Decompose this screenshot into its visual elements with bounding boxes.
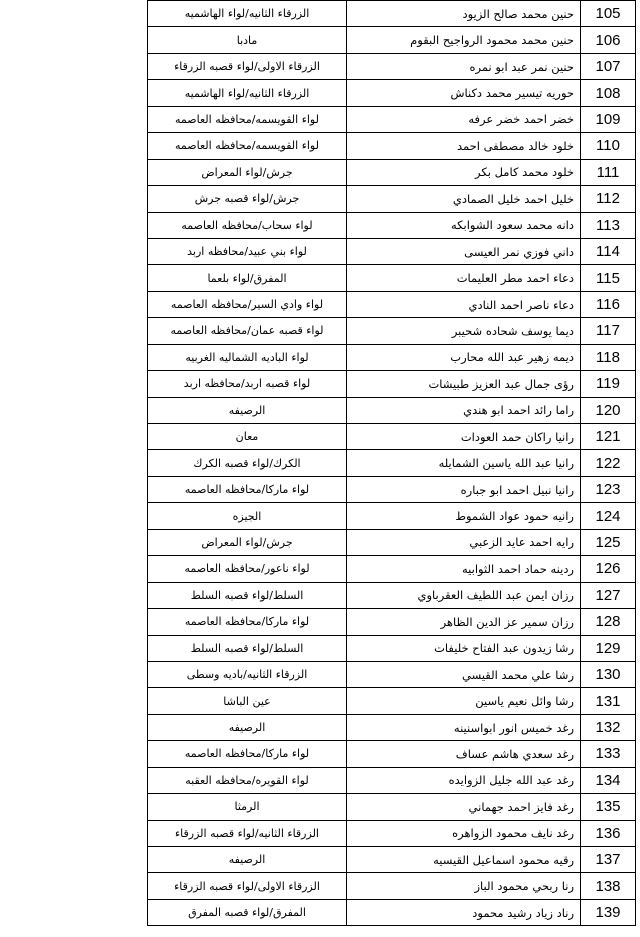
location-cell: الزرقاء الاولى/لواء قصبه الزرقاء: [148, 873, 347, 899]
row-number-cell: 124: [581, 503, 636, 529]
table-row: [148, 582, 636, 608]
row-number-cell: 136: [581, 820, 636, 846]
name-cell: راما رائد احمد ابو هندي: [347, 397, 581, 423]
row-number-cell: 127: [581, 582, 636, 608]
name-cell: رانيا نبيل احمد ابو جباره: [347, 476, 581, 502]
row-number-cell: 128: [581, 609, 636, 635]
location-cell: الرصيفه: [148, 847, 347, 873]
row-number-cell: 131: [581, 688, 636, 714]
location-cell: لواء ماركا/محافظه العاصمه: [148, 476, 347, 502]
row-number-cell: 117: [581, 318, 636, 344]
location-cell: المفرق/لواء بلعما: [148, 265, 347, 291]
location-cell: لواء وادي السير/محافظه العاصمه: [148, 291, 347, 317]
table-row: [148, 318, 636, 344]
name-cell: رانيا عبد الله ياسين الشمايله: [347, 450, 581, 476]
table-row: [148, 80, 636, 106]
row-number-cell: 121: [581, 424, 636, 450]
name-cell: رايه احمد عايد الزعبي: [347, 529, 581, 555]
location-cell: الرمثا: [148, 794, 347, 820]
roster-sheet: [147, 0, 636, 926]
name-cell: رؤى جمال عبد العزيز طبيشات: [347, 371, 581, 397]
location-cell: الزرقاء الثانيه/لواء الهاشميه: [148, 80, 347, 106]
name-cell: ديما يوسف شحاده شحيبر: [347, 318, 581, 344]
row-number-cell: 113: [581, 212, 636, 238]
row-number-cell: 125: [581, 529, 636, 555]
row-number-cell: 134: [581, 767, 636, 793]
name-cell: رقيه محمود اسماعيل القيسيه: [347, 847, 581, 873]
row-number-cell: 132: [581, 714, 636, 740]
name-cell: رغد سعدي هاشم عساف: [347, 741, 581, 767]
table-row: [148, 529, 636, 555]
table-row: [148, 397, 636, 423]
location-cell: جرش/لواء المعراض: [148, 159, 347, 185]
name-cell: حنين محمد صالح الزيود: [347, 1, 581, 27]
location-cell: السلط/لواء قصبه السلط: [148, 635, 347, 661]
name-cell: خليل احمد خليل الصمادي: [347, 186, 581, 212]
name-cell: رناد زياد رشيد محمود: [347, 899, 581, 925]
table-row: [148, 820, 636, 846]
table-row: [148, 767, 636, 793]
table-row: [148, 661, 636, 687]
location-cell: الرصيفه: [148, 397, 347, 423]
table-row: [148, 556, 636, 582]
name-cell: خضر احمد خضر عرفه: [347, 106, 581, 132]
row-number-cell: 139: [581, 899, 636, 925]
table-row: [148, 450, 636, 476]
row-number-cell: 123: [581, 476, 636, 502]
name-cell: دانه محمد سعود الشوابكه: [347, 212, 581, 238]
location-cell: لواء ناعور/محافظه العاصمه: [148, 556, 347, 582]
name-cell: رغد خميس انور ابواسنينه: [347, 714, 581, 740]
name-cell: دعاء ناصر احمد النادي: [347, 291, 581, 317]
name-cell: خلود خالد مصطفى احمد: [347, 133, 581, 159]
name-cell: ديمه زهير عبد الله محارب: [347, 344, 581, 370]
row-number-cell: 137: [581, 847, 636, 873]
location-cell: الزرقاء الثانيه/لواء الهاشميه: [148, 1, 347, 27]
name-cell: رشا زيدون عبد الفتاح خليفات: [347, 635, 581, 661]
name-cell: رزان سمير عز الدين الظاهر: [347, 609, 581, 635]
table-row: [148, 344, 636, 370]
table-row: [148, 212, 636, 238]
table-row: [148, 291, 636, 317]
row-number-cell: 109: [581, 106, 636, 132]
row-number-cell: 108: [581, 80, 636, 106]
name-cell: رشا علي محمد القيسي: [347, 661, 581, 687]
row-number-cell: 114: [581, 238, 636, 264]
table-row: [148, 133, 636, 159]
location-cell: المفرق/لواء قصبه المفرق: [148, 899, 347, 925]
name-cell: حنين نمر عبد ابو نمره: [347, 53, 581, 79]
location-cell: الزرقاء الاولى/لواء قصبه الزرقاء: [148, 53, 347, 79]
name-cell: رشا وائل نعيم ياسين: [347, 688, 581, 714]
row-number-cell: 112: [581, 186, 636, 212]
location-cell: لواء القويسمه/محافظه العاصمه: [148, 133, 347, 159]
table-row: [148, 265, 636, 291]
location-cell: لواء الباديه الشماليه الغربيه: [148, 344, 347, 370]
row-number-cell: 130: [581, 661, 636, 687]
table-row: [148, 714, 636, 740]
location-cell: عين الباشا: [148, 688, 347, 714]
row-number-cell: 122: [581, 450, 636, 476]
row-number-cell: 111: [581, 159, 636, 185]
location-cell: لواء بني عبيد/محافظه اربد: [148, 238, 347, 264]
location-cell: لواء قصبه اربد/محافظه اربد: [148, 371, 347, 397]
table-row: [148, 899, 636, 925]
roster-table-body: [148, 1, 636, 926]
row-number-cell: 106: [581, 27, 636, 53]
name-cell: خلود محمد كامل بكر: [347, 159, 581, 185]
row-number-cell: 133: [581, 741, 636, 767]
row-number-cell: 110: [581, 133, 636, 159]
location-cell: الجيزه: [148, 503, 347, 529]
location-cell: لواء ماركا/محافظه العاصمه: [148, 609, 347, 635]
row-number-cell: 129: [581, 635, 636, 661]
row-number-cell: 126: [581, 556, 636, 582]
table-row: [148, 27, 636, 53]
location-cell: لواء سحاب/محافظه العاصمه: [148, 212, 347, 238]
location-cell: الزرقاء الثانيه/باديه وسطى: [148, 661, 347, 687]
table-row: [148, 186, 636, 212]
table-row: [148, 159, 636, 185]
location-cell: لواء القويسمه/محافظه العاصمه: [148, 106, 347, 132]
location-cell: الكرك/لواء قصبه الكرك: [148, 450, 347, 476]
table-row: [148, 847, 636, 873]
table-row: [148, 688, 636, 714]
location-cell: مادبا: [148, 27, 347, 53]
name-cell: رزان ايمن عبد اللطيف العقرباوي: [347, 582, 581, 608]
table-row: [148, 609, 636, 635]
name-cell: رغد نايف محمود الزواهره: [347, 820, 581, 846]
name-cell: داني فوزي نمر العيسى: [347, 238, 581, 264]
row-number-cell: 118: [581, 344, 636, 370]
row-number-cell: 115: [581, 265, 636, 291]
row-number-cell: 107: [581, 53, 636, 79]
location-cell: لواء القويره/محافظه العقبه: [148, 767, 347, 793]
table-row: [148, 53, 636, 79]
table-row: [148, 106, 636, 132]
table-row: [148, 635, 636, 661]
location-cell: الزرقاء الثانيه/لواء قصبه الزرقاء: [148, 820, 347, 846]
name-cell: رنا ربحي محمود الباز: [347, 873, 581, 899]
name-cell: حنين محمد محمود الرواجيح البقوم: [347, 27, 581, 53]
table-row: [148, 238, 636, 264]
name-cell: رغد فايز احمد جهماني: [347, 794, 581, 820]
location-cell: معان: [148, 424, 347, 450]
table-row: [148, 741, 636, 767]
row-number-cell: 119: [581, 371, 636, 397]
location-cell: لواء ماركا/محافظه العاصمه: [148, 741, 347, 767]
name-cell: رانيه حمود عواد الشموط: [347, 503, 581, 529]
table-row: [148, 503, 636, 529]
row-number-cell: 138: [581, 873, 636, 899]
table-row: [148, 424, 636, 450]
name-cell: حوريه تيسير محمد دكناش: [347, 80, 581, 106]
name-cell: رانيا راكان حمد العودات: [347, 424, 581, 450]
row-number-cell: 120: [581, 397, 636, 423]
row-number-cell: 105: [581, 1, 636, 27]
location-cell: الرصيفه: [148, 714, 347, 740]
name-cell: ردينه حماد احمد الثوابيه: [347, 556, 581, 582]
table-row: [148, 1, 636, 27]
roster-table: [147, 0, 636, 926]
location-cell: لواء قصبه عمان/محافظه العاصمه: [148, 318, 347, 344]
location-cell: جرش/لواء المعراض: [148, 529, 347, 555]
table-row: [148, 476, 636, 502]
table-row: [148, 794, 636, 820]
location-cell: السلط/لواء قصبه السلط: [148, 582, 347, 608]
row-number-cell: 135: [581, 794, 636, 820]
table-row: [148, 873, 636, 899]
name-cell: رغد عبد الله جليل الزوايده: [347, 767, 581, 793]
location-cell: جرش/لواء قصبه جرش: [148, 186, 347, 212]
row-number-cell: 116: [581, 291, 636, 317]
table-row: [148, 371, 636, 397]
name-cell: دعاء احمد مطر العليمات: [347, 265, 581, 291]
